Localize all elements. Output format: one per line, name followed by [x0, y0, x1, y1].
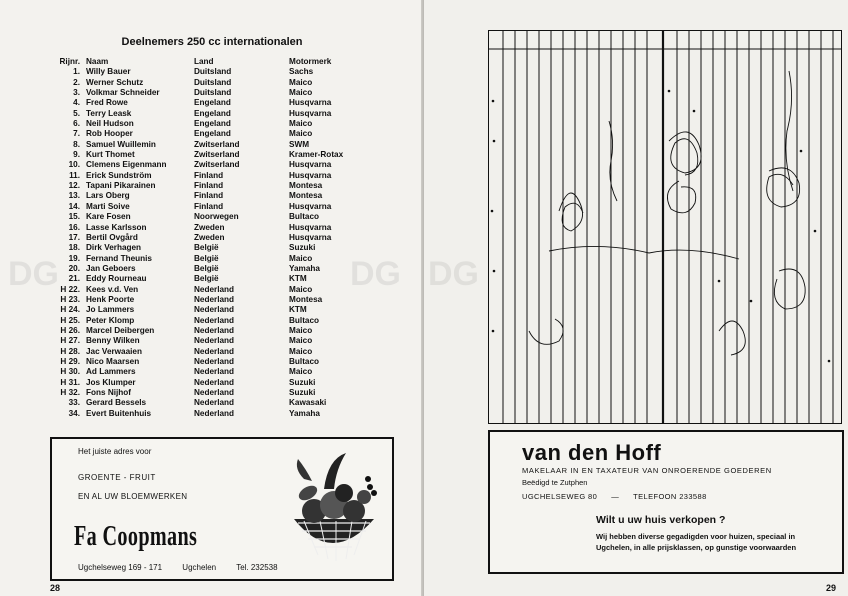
rider-motorcycle: Suzuki: [289, 243, 316, 253]
rider-name: Willy Bauer: [86, 67, 131, 77]
rider-nr: H 26.: [60, 325, 80, 335]
rider-country: Nederland: [194, 356, 235, 366]
table-row: [50, 98, 364, 108]
table-row: [50, 285, 364, 295]
rider-nr: 4.: [73, 98, 80, 108]
rider-nr: H 27.: [60, 336, 80, 346]
page-number-left: 28: [50, 583, 61, 593]
ad-contact: [522, 492, 707, 501]
rider-motorcycle: Husqvarna: [289, 201, 332, 211]
table-row: [50, 378, 364, 388]
page-number-right: 29: [826, 583, 837, 593]
rider-name: Fernand Theunis: [86, 253, 152, 263]
rider-name: Jan Geboers: [86, 263, 136, 273]
table-row: [50, 398, 364, 408]
header-land: Land: [194, 57, 214, 66]
rider-nr: H 25.: [60, 315, 80, 325]
rider-country: Nederland: [194, 294, 235, 304]
rider-nr: H 23.: [60, 294, 80, 304]
table-row: [50, 295, 364, 305]
ad-question: Wilt u uw huis verkopen ?: [596, 514, 726, 526]
ad-firm-name: Fa Coopmans: [74, 521, 198, 552]
rider-motorcycle: Husqvarna: [289, 170, 332, 180]
rider-motorcycle: Montesa: [289, 294, 323, 304]
rider-motorcycle: Husqvarna: [289, 160, 332, 170]
rider-nr: H 29.: [60, 356, 80, 366]
rider-nr: H 30.: [60, 367, 80, 377]
riders-body: [50, 67, 364, 419]
rider-motorcycle: Husqvarna: [289, 232, 332, 242]
rider-motorcycle: Maico: [289, 284, 313, 294]
rider-motorcycle: Bultaco: [289, 212, 320, 222]
rider-nr: 7.: [73, 129, 80, 139]
rider-motorcycle: Bultaco: [289, 315, 320, 325]
table-row: [50, 88, 364, 98]
rider-name: Dirk Verhagen: [86, 243, 142, 253]
rider-nr: 8.: [73, 139, 80, 149]
table-row: [50, 119, 364, 129]
table-row: [50, 243, 364, 253]
show-through-logo: DG: [8, 255, 59, 293]
table-row: [50, 223, 364, 233]
rider-country: Nederland: [194, 346, 235, 356]
rider-motorcycle: Maico: [289, 336, 313, 346]
rider-motorcycle: Husqvarna: [289, 108, 332, 118]
rider-country: Zwitserland: [194, 150, 240, 160]
rider-country: Finland: [194, 170, 224, 180]
table-row: [50, 274, 364, 284]
rider-nr: 11.: [69, 170, 80, 180]
ad-flowers: EN AL UW BLOEMWERKEN: [78, 492, 188, 501]
rider-country: Zweden: [194, 232, 225, 242]
rider-name: Eddy Rourneau: [86, 274, 147, 284]
rider-name: Terry Leask: [86, 108, 132, 118]
rider-nr: 14.: [68, 201, 80, 211]
rider-nr: 20.: [68, 263, 80, 273]
rider-motorcycle: Sachs: [289, 67, 314, 77]
rider-motorcycle: Husqvarna: [289, 222, 332, 232]
rider-name: Nico Maarsen: [86, 356, 140, 366]
rider-name: Kees v.d. Ven: [86, 284, 139, 294]
table-row: [50, 129, 364, 139]
table-row: [50, 67, 364, 77]
ad-products: GROENTE - FRUIT: [78, 473, 156, 482]
rider-country: Nederland: [194, 388, 235, 397]
rider-name: Fred Rowe: [86, 98, 128, 108]
rider-name: Clemens Eigenmann: [86, 160, 167, 170]
show-through-logo: DG: [350, 255, 401, 293]
rider-name: Jo Lammers: [86, 305, 135, 315]
rider-name: Jos Klumper: [86, 377, 136, 387]
rider-motorcycle: Yamaha: [289, 408, 320, 418]
rider-name: Tapani Pikarainen: [86, 181, 156, 191]
table-row: [50, 326, 364, 336]
rider-nr: 9.: [73, 150, 80, 160]
rider-name: Benny Wilken: [86, 336, 140, 346]
rider-motorcycle: Maico: [289, 77, 313, 87]
rider-motorcycle: Maico: [289, 367, 313, 377]
ad-firm-name: van den Hoff: [522, 440, 662, 465]
rider-nr: H 22.: [60, 284, 80, 294]
rider-motorcycle: Maico: [289, 119, 313, 129]
rider-name: Peter Klomp: [86, 315, 135, 325]
table-row: [50, 78, 364, 88]
fruit-basket-illustration: [284, 449, 380, 567]
rider-name: Gerard Bessels: [86, 398, 147, 408]
table-row: [50, 316, 364, 326]
rider-country: Engeland: [194, 119, 231, 129]
rider-nr: 13.: [68, 191, 80, 201]
rider-nr: H 24.: [60, 305, 80, 315]
rider-name: Samuel Wuillemin: [86, 139, 156, 149]
rider-motorcycle: KTM: [289, 305, 307, 315]
table-row: [50, 233, 364, 243]
rider-nr: 2.: [73, 77, 80, 87]
rider-country: Nederland: [194, 325, 235, 335]
rider-motorcycle: Yamaha: [289, 263, 320, 273]
rider-nr: 12.: [68, 181, 80, 191]
scribbled-grid-form: [488, 30, 842, 424]
rider-motorcycle: Maico: [289, 129, 313, 139]
rider-country: Engeland: [194, 108, 231, 118]
rider-nr: 10.: [68, 160, 80, 170]
rider-motorcycle: Maico: [289, 88, 313, 98]
rider-country: Nederland: [194, 284, 235, 294]
show-through-logo: DG: [428, 255, 479, 293]
rider-motorcycle: Suzuki: [289, 377, 316, 387]
rider-motorcycle: Kramer-Rotax: [289, 150, 344, 160]
rider-name: Erick Sundström: [86, 170, 152, 180]
rider-country: België: [194, 274, 219, 284]
rider-country: Engeland: [194, 129, 231, 139]
table-row: [50, 388, 364, 398]
rider-motorcycle: Maico: [289, 325, 313, 335]
rider-country: België: [194, 253, 219, 263]
rider-nr: 15.: [68, 212, 80, 222]
table-row: [50, 160, 364, 170]
rider-name: Neil Hudson: [86, 119, 134, 129]
rider-nr: 33.: [68, 398, 80, 408]
table-row: [50, 109, 364, 119]
rider-country: Duitsland: [194, 67, 232, 77]
rider-name: Marcel Deibergen: [86, 325, 155, 335]
rider-name: Rob Hooper: [86, 129, 133, 139]
rider-motorcycle: Maico: [289, 346, 313, 356]
ad-profession: MAKELAAR IN EN TAXATEUR VAN ONROERENDE GOEDEREN: [522, 466, 772, 475]
header-moto: Motormerk: [289, 57, 332, 66]
rider-motorcycle: Bultaco: [289, 356, 320, 366]
table-row: [50, 181, 364, 191]
table-row: [50, 264, 364, 274]
table-row: [50, 171, 364, 181]
table-row: [50, 191, 364, 201]
rider-country: Nederland: [194, 315, 235, 325]
table-row: [50, 357, 364, 367]
rider-country: Nederland: [194, 305, 235, 315]
rider-country: Noorwegen: [194, 212, 239, 222]
rider-country: Duitsland: [194, 77, 232, 87]
table-row: [50, 150, 364, 160]
rider-nr: 19.: [68, 253, 80, 263]
ad-intro: Het juiste adres voor: [78, 447, 152, 456]
rider-nr: 6.: [73, 119, 80, 129]
rider-nr: H 28.: [60, 346, 80, 356]
table-row: [50, 336, 364, 346]
rider-country: Nederland: [194, 367, 235, 377]
header-name: Naam: [86, 57, 109, 66]
header-nr: Rijnr.: [59, 57, 80, 66]
table-row: [50, 254, 364, 264]
rider-country: Engeland: [194, 98, 231, 108]
coopmans-advertisement: [50, 437, 394, 581]
rider-name: Werner Schutz: [86, 77, 144, 87]
rider-nr: H 32.: [60, 388, 80, 397]
ad-body: Wij hebben diverse gegadigden voor huizen, speciaal in Ugchelen, in alle prijsklassen, op gunstige voorwaarden: [596, 532, 797, 552]
rider-nr: 34.: [68, 408, 80, 418]
rider-name: Kurt Thomet: [86, 150, 135, 160]
rider-country: Zwitserland: [194, 139, 240, 149]
rider-nr: H 31.: [60, 377, 80, 387]
ad-address: [78, 563, 296, 572]
rider-name: Marti Soive: [86, 201, 130, 211]
rider-nr: 1.: [73, 67, 80, 77]
rider-country: Duitsland: [194, 88, 232, 98]
table-row: [50, 212, 364, 222]
ad-phone: Tel. 232538: [236, 563, 278, 572]
ad-town: Ugchelen: [182, 563, 217, 572]
van-den-hoff-advertisement: [488, 430, 844, 574]
rider-nr: 21.: [68, 274, 80, 284]
pen-dots: [491, 90, 831, 363]
rider-nr: 18.: [68, 243, 80, 253]
riders-table: [50, 57, 364, 419]
table-row: [50, 305, 364, 315]
table-row: [50, 140, 364, 150]
rider-name: Volkmar Schneider: [86, 88, 160, 98]
table-row: [50, 202, 364, 212]
ad-phone: TELEFOON 233588: [633, 492, 707, 501]
rider-motorcycle: Husqvarna: [289, 98, 332, 108]
rider-nr: 5.: [73, 108, 80, 118]
rider-motorcycle: Maico: [289, 253, 313, 263]
rider-name: Fons Nijhof: [86, 388, 132, 397]
rider-name: Henk Poorte: [86, 294, 135, 304]
ad-sworn: Beëdigd te Zutphen: [522, 478, 588, 487]
rider-country: Nederland: [194, 398, 235, 408]
rider-country: Nederland: [194, 336, 235, 346]
rider-country: Zwitserland: [194, 160, 240, 170]
table-row: [50, 409, 364, 419]
rider-name: Evert Buitenhuis: [86, 408, 152, 418]
rider-name: Lars Oberg: [86, 191, 130, 201]
rider-motorcycle: Montesa: [289, 181, 323, 191]
rider-country: Finland: [194, 201, 224, 211]
rider-nr: 17.: [68, 232, 80, 242]
table-row: [50, 347, 364, 357]
rider-country: België: [194, 263, 219, 273]
rider-country: Finland: [194, 191, 224, 201]
table-header-row: [50, 57, 364, 67]
ad-street: Ugchelseweg 169 - 171: [78, 563, 163, 572]
rider-motorcycle: SWM: [289, 139, 310, 149]
pen-scribbles: [529, 71, 805, 355]
rider-nr: 16.: [68, 222, 80, 232]
page-title: Deelnemers 250 cc internationalen: [121, 36, 303, 48]
ad-address: UGCHELSEWEG 80: [522, 492, 598, 501]
rider-motorcycle: KTM: [289, 274, 307, 284]
rider-country: Zweden: [194, 222, 225, 232]
rider-name: Lasse Karlsson: [86, 222, 147, 232]
rider-name: Kare Fosen: [86, 212, 131, 222]
rider-motorcycle: Kawasaki: [289, 398, 327, 408]
rider-country: Nederland: [194, 408, 235, 418]
rider-motorcycle: Montesa: [289, 191, 323, 201]
rider-name: Bertil Ovgård: [86, 232, 138, 242]
rider-motorcycle: Suzuki: [289, 388, 316, 397]
rider-name: Ad Lammers: [86, 367, 136, 377]
grid-lines: [489, 31, 841, 423]
rider-nr: 3.: [73, 88, 80, 98]
table-row: [50, 367, 364, 377]
ad-separator: —: [611, 492, 620, 501]
rider-country: Nederland: [194, 377, 235, 387]
rider-country: Finland: [194, 181, 224, 191]
rider-country: België: [194, 243, 219, 253]
rider-name: Jac Verwaaien: [86, 346, 142, 356]
